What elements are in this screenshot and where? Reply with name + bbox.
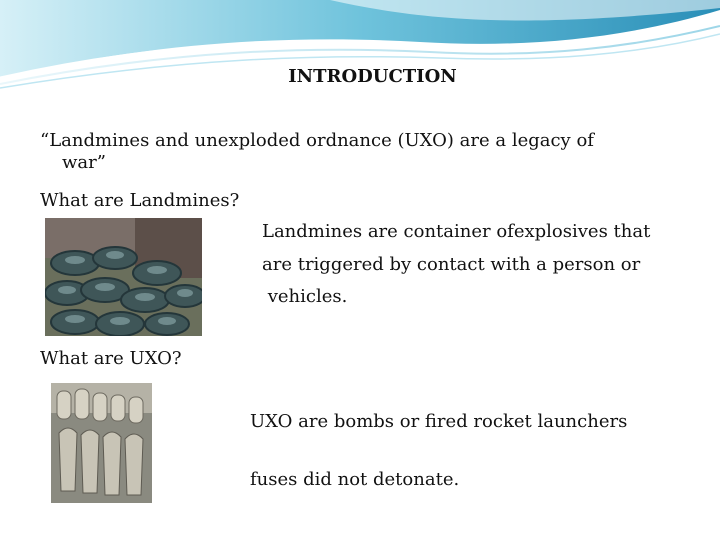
uxo-desc-line-2: fuses did not detonate.	[250, 469, 460, 490]
uxo-desc-line-1: UXO are bombs or fired rocket launchers	[250, 411, 628, 432]
landmines-desc-line-3: vehicles.	[262, 286, 348, 307]
landmines-heading: What are Landmines?	[40, 190, 240, 211]
uxo-heading: What are UXO?	[40, 348, 182, 369]
slide-title: INTRODUCTION	[288, 66, 457, 87]
quote-text	[40, 130, 680, 173]
landmines-photo	[45, 218, 202, 336]
landmines-desc-line-1: Landmines are container ofexplosives that	[262, 221, 651, 242]
quote-line-2: war”	[62, 151, 106, 173]
uxo-photo	[51, 383, 152, 503]
quote-line-1: “Landmines and unexploded ordnance (UXO) are a legacy of	[40, 130, 594, 151]
landmines-desc-line-2: are triggered by contact with a person or	[262, 254, 641, 275]
